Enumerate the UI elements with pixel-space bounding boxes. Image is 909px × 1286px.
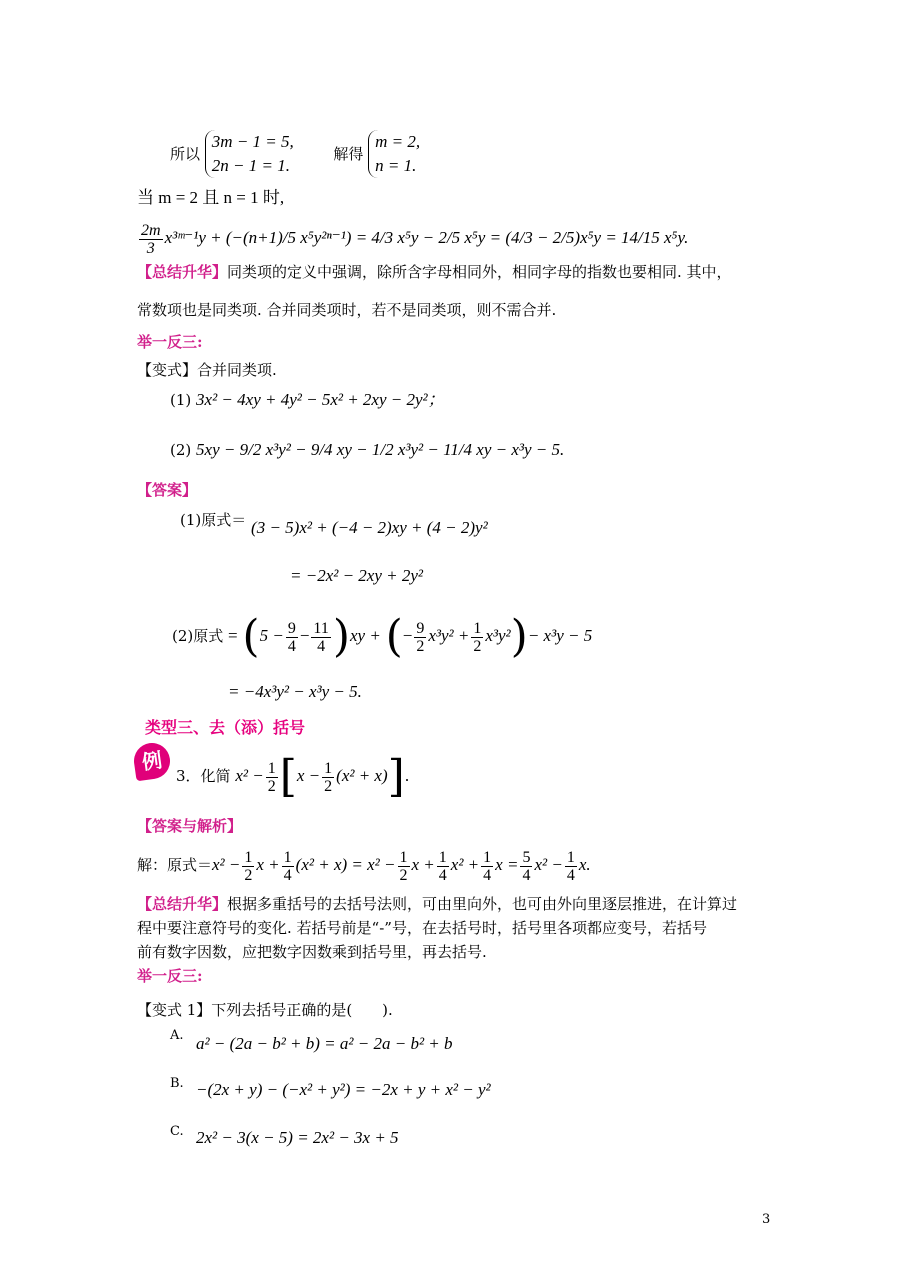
example3-problem: 3．化简 x² − $\frac{1}{2}$ [x − $\frac{1}{2}$ (x² + x)].	[176, 751, 410, 802]
answer1-part2: (2)原式 = (5 − $\frac{9}{4}$ − $\frac{11}{4}$ )xy + (− $\frac{9}{2}$ x³y² + $\frac{1}{2}$ x³y²)− x³y − 5	[172, 611, 593, 662]
summary2-line3: 前有数字因数，应把数字因数乘到括号里，再去括号.	[137, 943, 487, 961]
answer2-tag: 【答案与解析】	[137, 817, 243, 835]
example-badge-icon: 例	[132, 741, 173, 782]
page-number: 3	[762, 1212, 771, 1227]
solve-label: 解得	[333, 145, 364, 163]
system2-line1: m = 2,	[375, 132, 421, 151]
answer2-solution: 解：原式＝x² − $\frac{1}{2}$ x + $\frac{1}{4}$ (x² + x) = x² − $\frac{1}{2}$ x + $\frac{1}{4}$ x² + $\frac{1}{4}$ x = $\frac{5}{4}$ x² − $\frac{1}{4}$ x.	[137, 848, 591, 884]
answer1-tag: 【答案】	[137, 481, 198, 499]
option-c-expr: 2x² − 3(x − 5) = 2x² − 3x + 5	[196, 1128, 399, 1147]
equation-system-1	[205, 130, 294, 178]
when-condition-line: 当 m = 2 且 n = 1 时,	[137, 188, 285, 207]
substitution-result-line: $\frac{2m}{3}$ x³ᵐ⁻¹y + (−(n+1)/5 x⁵y²ⁿ⁻¹) = 4/3 x⁵y − 2/5 x⁵y = (4/3 − 2/5)x⁵y = 14/15 x⁵y.	[141, 221, 689, 257]
summary2-line2: 程中要注意符号的变化. 若括号前是“-”号，在去括号时，括号里各项都应变号，若括号	[137, 919, 707, 937]
so-label: 所以	[170, 145, 201, 163]
system2-line2: n = 1.	[375, 156, 417, 175]
system1-line2: 2n − 1 = 1.	[211, 156, 290, 175]
section3-title: 类型三、去（添）括号	[145, 718, 306, 737]
equation-system-2	[368, 130, 420, 178]
system1-line1: 3m − 1 = 5,	[211, 132, 294, 151]
option-a: A.	[170, 1028, 184, 1043]
answer1-part1-result: = −2x² − 2xy + 2y²	[290, 566, 424, 585]
practice1-item1: (1) 3x² − 4xy + 4y² − 5x² + 2xy − 2y²；	[170, 390, 445, 409]
answer1-part2-result: = −4x³y² − x³y − 5.	[228, 682, 362, 701]
practice2-heading: 举一反三:	[137, 967, 203, 985]
summary2-tag: 【总结升华】	[137, 895, 228, 913]
option-b: B.	[170, 1076, 184, 1091]
summary1-line2: 常数项也是同类项. 合并同类项时，若不是同类项，则不需合并.	[137, 301, 557, 319]
option-a-expr: a² − (2a − b² + b) = a² − 2a − b² + b	[196, 1034, 453, 1053]
practice2-variant: 【变式 1】下列去括号正确的是( ).	[137, 1001, 393, 1019]
summary1-line1: 【总结升华】同类项的定义中强调，除所含字母相同外，相同字母的指数也要相同. 其中，	[137, 263, 732, 281]
summary2-line1: 【总结升华】根据多重括号的去括号法则，可由里向外，也可由外向里逐层推进，在计算过	[137, 895, 738, 913]
summary1-tag: 【总结升华】	[137, 263, 228, 281]
practice1-heading: 举一反三:	[137, 333, 203, 351]
solution-systems-line	[170, 130, 420, 180]
option-b-expr: −(2x + y) − (−x² + y²) = −2x + y + x² − y²	[196, 1080, 491, 1099]
fraction-2m-over-3: $\frac{2m}{3}$	[141, 221, 161, 257]
practice1-variant: 【变式】合并同类项.	[137, 361, 277, 379]
option-c: C.	[170, 1124, 184, 1139]
practice1-item2: (2) 5xy − 9/2 x³y² − 9/4 xy − 1/2 x³y² − 11/4 xy − x³y − 5.	[170, 440, 565, 459]
answer1-part1: (1)原式＝ (3 − 5)x² + (−4 − 2)xy + (4 − 2)y²	[180, 511, 488, 537]
